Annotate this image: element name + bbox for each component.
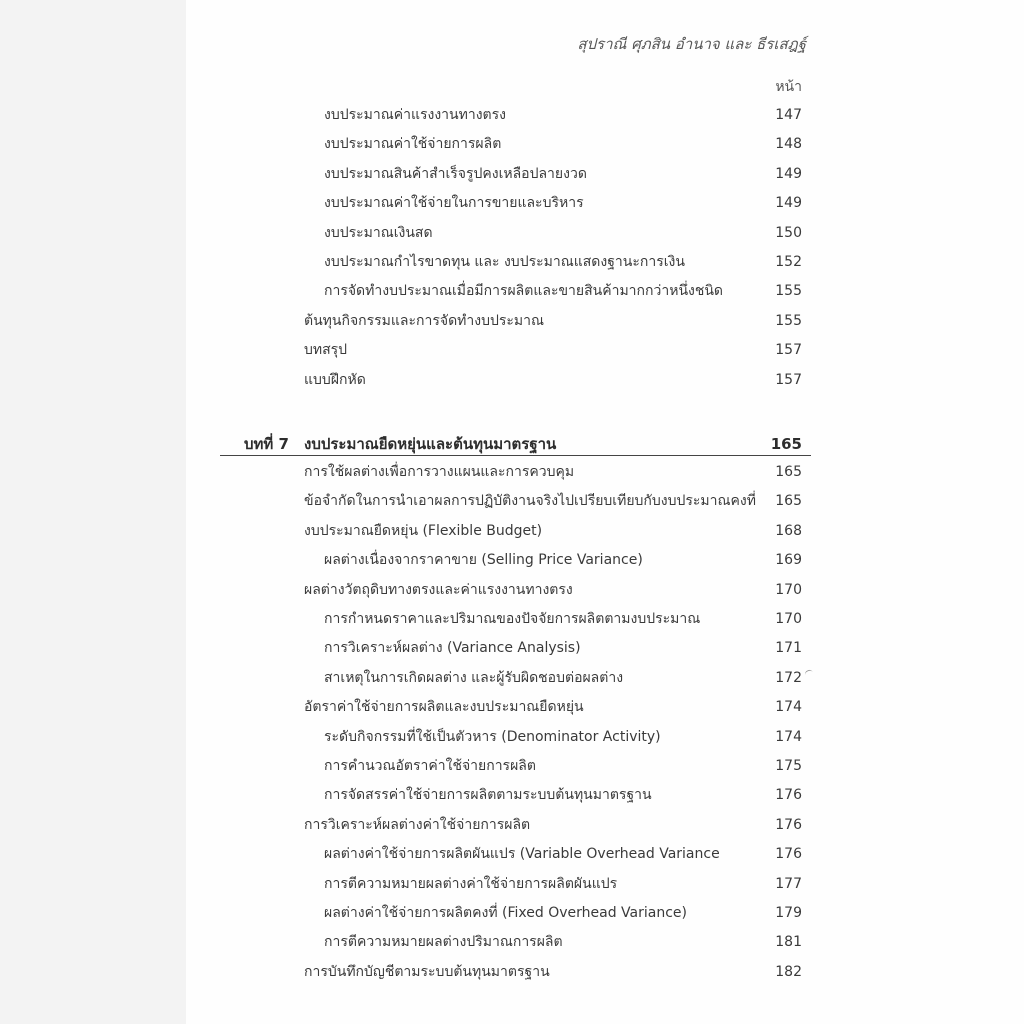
toc-entry-page-number: 147	[775, 107, 802, 123]
toc-entry	[0, 279, 1024, 303]
toc-entry-title: การจัดทำงบประมาณเมื่อมีการผลิตและขายสินค้ามากกว่าหนึ่งชนิด	[324, 283, 724, 300]
toc-entry-page-number: 176	[775, 787, 802, 804]
toc-entry-page-number: 149	[775, 195, 802, 212]
toc-entry-page-number: 179	[775, 905, 802, 921]
toc-entry	[0, 872, 1024, 896]
toc-entry-title: การตีความหมายผลต่างค่าใช้จ่ายการผลิตผันแปร	[324, 875, 618, 892]
toc-entry-title: การตีความหมายผลต่างปริมาณการผลิต	[324, 934, 563, 951]
toc-entry-title: การวิเคราะห์ผลต่างค่าใช้จ่ายการผลิต	[304, 816, 531, 833]
toc-entry-page-number: 182	[775, 963, 802, 980]
toc-entry-title: งบประมาณค่าใช้จ่ายการผลิต	[324, 136, 502, 153]
toc-entry	[0, 636, 1024, 660]
toc-entry-title: งบประมาณยืดหยุ่น (Flexible Budget)	[304, 522, 543, 539]
toc-entry-title: งบประมาณค่าแรงงานทางตรง	[324, 107, 506, 123]
toc-entry	[0, 695, 1024, 719]
toc-entry-title: ผลต่างค่าใช้จ่ายการผลิตคงที่ (Fixed Overhead Variance)	[324, 905, 687, 921]
toc-entry	[0, 930, 1024, 954]
toc-entry-page-number: 170	[775, 581, 802, 598]
chapter-title: งบประมาณยืดหยุ่นและต้นทุนมาตรฐาน	[304, 435, 557, 453]
toc-entry-page-number: 157	[775, 371, 802, 388]
toc-entry-page-number: 165	[775, 493, 802, 510]
toc-entry-title: การบันทึกบัญชีตามระบบต้นทุนมาตรฐาน	[304, 963, 550, 980]
toc-entry-title: ข้อจำกัดในการนำเอาผลการปฏิบัติงานจริงไปเปรียบเทียบกับงบประมาณคงที่	[304, 493, 756, 510]
toc-entry	[0, 842, 1024, 866]
toc-entry-title: ผลต่างวัตถุดิบทางตรงและค่าแรงงานทางตรง	[304, 581, 573, 598]
toc-entry-title: งบประมาณค่าใช้จ่ายในการขายและบริหาร	[324, 195, 584, 212]
toc-entry-page-number: 181	[775, 934, 802, 951]
toc-entry	[0, 813, 1024, 837]
toc-entry-title: การใช้ผลต่างเพื่อการวางแผนและการควบคุม	[304, 464, 575, 480]
toc-entry-title: ต้นทุนกิจกรรมและการจัดทำงบประมาณ	[304, 312, 544, 329]
toc-entry-page-number: 168	[775, 522, 802, 539]
toc-entry	[0, 338, 1024, 362]
toc-entry	[0, 103, 1024, 127]
toc-entry-page-number: 169	[775, 552, 802, 569]
toc-entry-title: สาเหตุในการเกิดผลต่าง และผู้รับผิดชอบต่อผลต่าง	[324, 669, 624, 686]
toc-entry	[0, 754, 1024, 778]
toc-entry-page-number: 170	[775, 611, 802, 627]
toc-entry	[0, 578, 1024, 602]
toc-entry-title: การคำนวณอัตราค่าใช้จ่ายการผลิต	[324, 758, 536, 774]
toc-entry-title: บทสรุป	[304, 342, 348, 359]
toc-entry-page-number: 172	[775, 669, 802, 686]
toc-entry	[0, 607, 1024, 631]
toc-entry	[0, 960, 1024, 984]
page-column-label: หน้า	[775, 79, 802, 95]
toc-entry-page-number: 150	[775, 224, 802, 241]
toc-entry	[0, 725, 1024, 749]
toc-entry-title: งบประมาณกำไรขาดทุน และ งบประมาณแสดงฐานะการเงิน	[324, 254, 685, 270]
toc-entry	[0, 489, 1024, 513]
toc-entry-page-number: 171	[775, 640, 802, 657]
chapter-heading	[0, 432, 1024, 456]
toc-entry-title: อัตราค่าใช้จ่ายการผลิตและงบประมาณยืดหยุ่น	[304, 699, 584, 716]
toc-entry-title: ผลต่างเนื่องจากราคาขาย (Selling Price Variance)	[324, 552, 643, 569]
chapter-number: บทที่ 7	[244, 435, 289, 453]
toc-entry-title: งบประมาณสินค้าสำเร็จรูปคงเหลือปลายงวด	[324, 165, 587, 182]
toc-entry-title: แบบฝึกหัด	[304, 371, 366, 388]
toc-entry-page-number: 174	[775, 728, 802, 745]
toc-entry-title: งบประมาณเงินสด	[324, 224, 433, 241]
chapter-page-number: 165	[770, 435, 802, 453]
toc-entry-page-number: 175	[775, 758, 802, 774]
running-header-authors: สุปราณี ศุภสิน อำนาจ และ ธีรเสฎฐ์	[577, 35, 806, 53]
toc-entry-title: ผลต่างค่าใช้จ่ายการผลิตผันแปร (Variable Overhead Variance	[324, 846, 720, 863]
toc-entry	[0, 460, 1024, 484]
toc-entry	[0, 368, 1024, 392]
toc-entry-title: การจัดสรรค่าใช้จ่ายการผลิตตามระบบต้นทุนมาตรฐาน	[324, 787, 652, 804]
toc-entry	[0, 221, 1024, 245]
toc-entry-page-number: 177	[775, 875, 802, 892]
chapter-divider-line	[220, 455, 811, 456]
toc-entry-page-number: 176	[775, 816, 802, 833]
toc-entry	[0, 666, 1024, 690]
toc-entry	[0, 519, 1024, 543]
toc-entry	[0, 901, 1024, 925]
toc-entry-page-number: 152	[775, 254, 802, 270]
toc-entry-page-number: 149	[775, 165, 802, 182]
toc-entry	[0, 162, 1024, 186]
toc-entry-page-number: 155	[775, 283, 802, 300]
toc-entry	[0, 191, 1024, 215]
toc-entry-title: การวิเคราะห์ผลต่าง (Variance Analysis)	[324, 640, 581, 657]
toc-entry-page-number: 148	[775, 136, 802, 153]
toc-entry-page-number: 157	[775, 342, 802, 359]
toc-entry	[0, 309, 1024, 333]
toc-entry	[0, 132, 1024, 156]
toc-entry-title: การกำหนดราคาและปริมาณของปัจจัยการผลิตตามงบประมาณ	[324, 611, 701, 627]
toc-entry-title: ระดับกิจกรรมที่ใช้เป็นตัวหาร (Denominator Activity)	[324, 728, 661, 745]
toc-entry-page-number: 165	[775, 464, 802, 480]
toc-entry	[0, 250, 1024, 274]
toc-entry-page-number: 176	[775, 846, 802, 863]
toc-entry	[0, 783, 1024, 807]
toc-entry-page-number: 155	[775, 312, 802, 329]
toc-entry	[0, 548, 1024, 572]
toc-entry-page-number: 174	[775, 699, 802, 716]
